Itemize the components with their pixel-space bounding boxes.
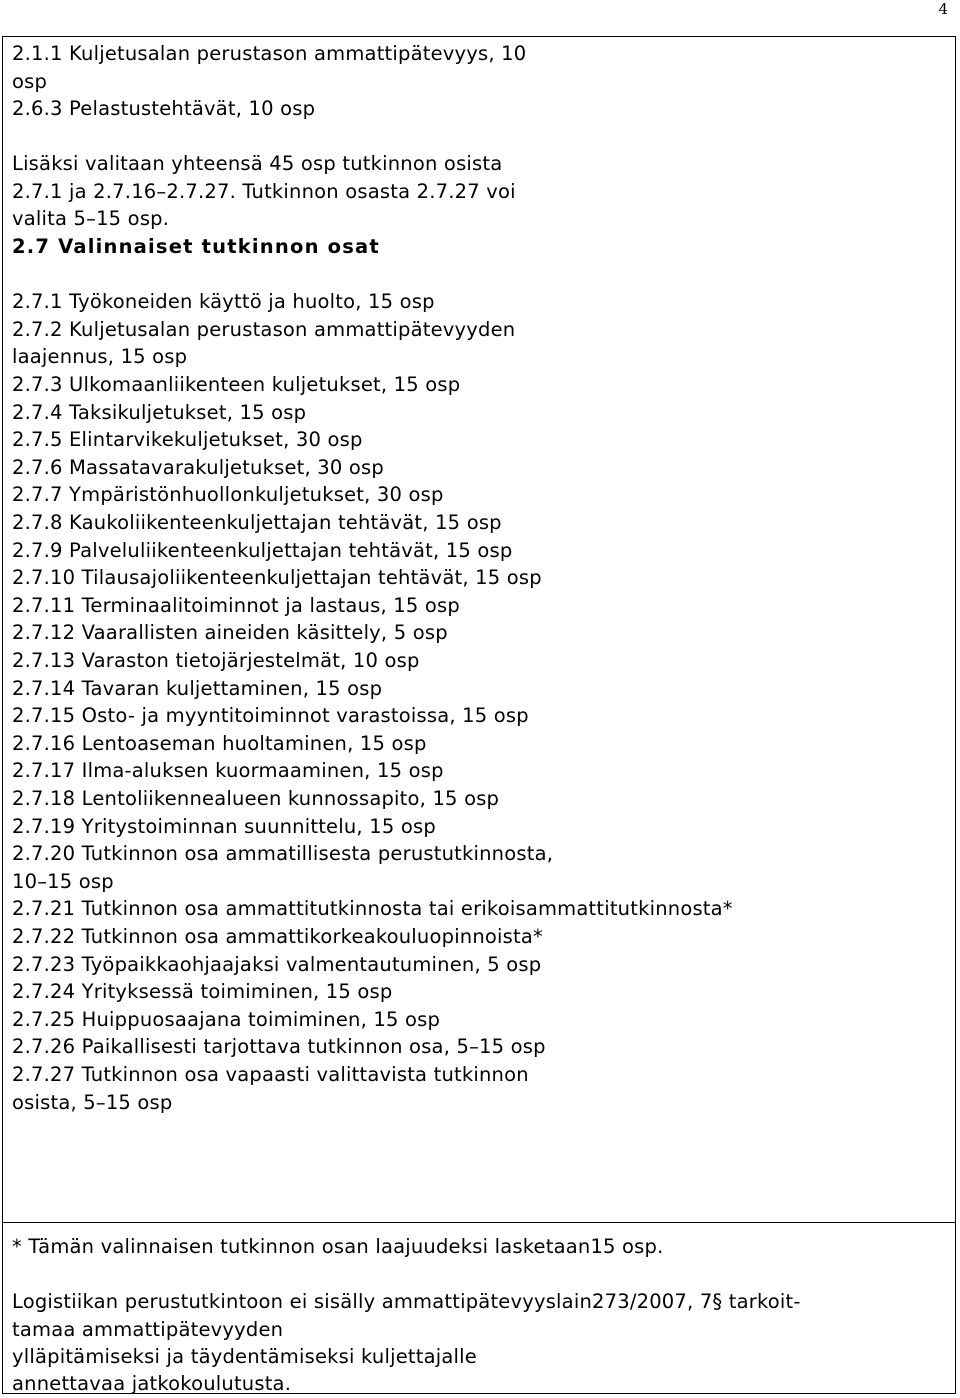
list-item: 2.7.27 Tutkinnon osa vapaasti valittavista tutkinnon (12, 1063, 529, 1086)
list-item: 2.7.17 Ilma-aluksen kuormaaminen, 15 osp (12, 759, 444, 782)
list-item: 2.7.1 Työkoneiden käyttö ja huolto, 15 osp (12, 290, 435, 313)
list-item: osp (12, 70, 48, 93)
paragraph-line: Lisäksi valitaan yhteensä 45 osp tutkinnon osista (12, 152, 503, 175)
paragraph-line: ylläpitämiseksi ja täydentämiseksi kuljettajalle (12, 1345, 477, 1368)
list-item: 2.7.26 Paikallisesti tarjottava tutkinnon osa, 5–15 osp (12, 1035, 546, 1058)
list-item: 2.7.18 Lentoliikennealueen kunnossapito, 15 osp (12, 787, 500, 810)
list-item: 2.7.10 Tilausajoliikenteenkuljettajan tehtävät, 15 osp (12, 566, 542, 589)
list-item: 2.7.11 Terminaalitoiminnot ja lastaus, 15 osp (12, 594, 460, 617)
list-item: 10–15 osp (12, 870, 114, 893)
list-item: 2.7.19 Yritystoiminnan suunnittelu, 15 osp (12, 815, 436, 838)
list-item: 2.7.12 Vaarallisten aineiden käsittely, 5 osp (12, 621, 448, 644)
footnote: * Tämän valinnaisen tutkinnon osan laajuudeksi lasketaan15 osp. (12, 1235, 664, 1258)
table-divider (2, 1222, 956, 1223)
list-item: 2.7.25 Huippuosaajana toimiminen, 15 osp (12, 1008, 441, 1031)
list-item: laajennus, 15 osp (12, 345, 188, 368)
list-item: 2.7.14 Tavaran kuljettaminen, 15 osp (12, 677, 383, 700)
list-item: 2.7.7 Ympäristönhuollonkuljetukset, 30 osp (12, 483, 444, 506)
list-item: 2.7.24 Yrityksessä toimiminen, 15 osp (12, 980, 393, 1003)
list-item: 2.7.15 Osto- ja myyntitoiminnot varastoissa, 15 osp (12, 704, 529, 727)
list-item: 2.7.21 Tutkinnon osa ammattitutkinnosta tai erikoisammattitutkinnosta* (12, 897, 733, 920)
list-item: 2.7.16 Lentoaseman huoltaminen, 15 osp (12, 732, 427, 755)
list-item: 2.7.20 Tutkinnon osa ammatillisesta perustutkinnosta, (12, 842, 554, 865)
paragraph-line: valita 5–15 osp. (12, 207, 170, 230)
list-item: 2.7.3 Ulkomaanliikenteen kuljetukset, 15 osp (12, 373, 461, 396)
list-item: 2.7.8 Kaukoliikenteenkuljettajan tehtävät, 15 osp (12, 511, 502, 534)
list-item: 2.7.5 Elintarvikekuljetukset, 30 osp (12, 428, 363, 451)
page-number: 4 (938, 0, 948, 18)
paragraph-line: Logistiikan perustutkintoon ei sisälly ammattipätevyyslain273/2007, 7§ tarkoit- (12, 1290, 801, 1313)
paragraph-line: tamaa ammattipätevyyden (12, 1318, 284, 1341)
list-item: 2.6.3 Pelastustehtävät, 10 osp (12, 97, 316, 120)
list-item: 2.1.1 Kuljetusalan perustason ammattipätevyys, 10 (12, 42, 527, 65)
list-item: 2.7.2 Kuljetusalan perustason ammattipätevyyden (12, 318, 516, 341)
list-item: 2.7.6 Massatavarakuljetukset, 30 osp (12, 456, 384, 479)
list-item: 2.7.4 Taksikuljetukset, 15 osp (12, 401, 307, 424)
list-item: osista, 5–15 osp (12, 1091, 173, 1114)
list-item: 2.7.22 Tutkinnon osa ammattikorkeakouluopinnoista* (12, 925, 543, 948)
section-heading: 2.7 Valinnaiset tutkinnon osat (12, 235, 380, 258)
paragraph-line: annettavaa jatkokoulutusta. (12, 1372, 292, 1395)
paragraph-line: 2.7.1 ja 2.7.16–2.7.27. Tutkinnon osasta 2.7.27 voi (12, 180, 516, 203)
list-item: 2.7.9 Palveluliikenteenkuljettajan tehtävät, 15 osp (12, 539, 513, 562)
list-item: 2.7.13 Varaston tietojärjestelmät, 10 osp (12, 649, 420, 672)
list-item: 2.7.23 Työpaikkaohjaajaksi valmentautuminen, 5 osp (12, 953, 542, 976)
